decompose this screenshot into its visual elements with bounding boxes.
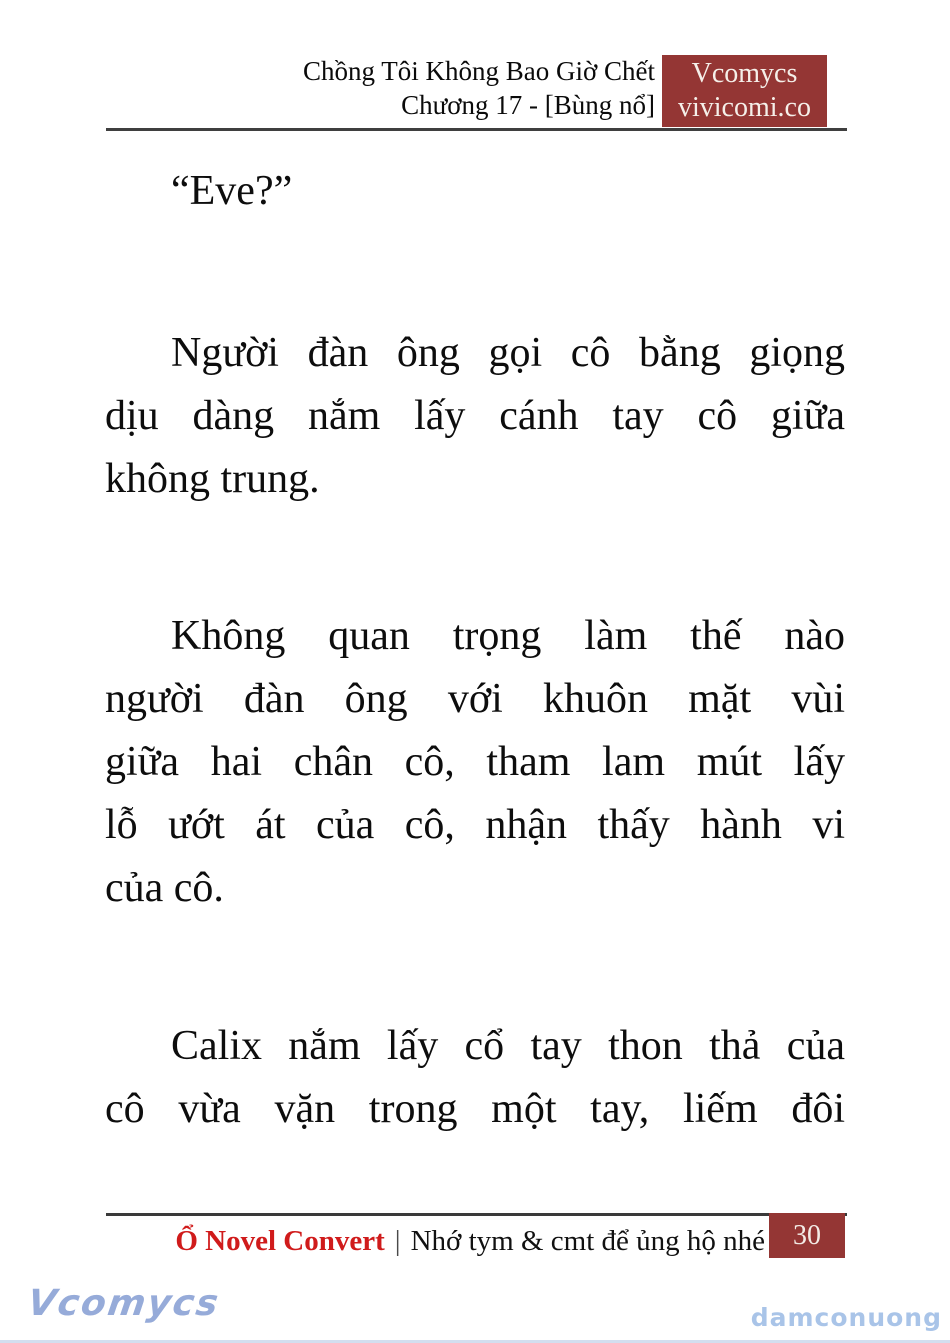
footer-divider xyxy=(106,1213,847,1216)
paragraph-line: lỗ ướt át của cô, nhận thấy hành vi xyxy=(105,802,845,848)
brand-name: Vcomycs xyxy=(691,58,798,89)
paragraph-line: người đàn ông với khuôn mặt vùi xyxy=(105,676,845,722)
chapter-title: Chương 17 - [Bùng nổ] xyxy=(401,90,655,120)
vcomycs-logo-watermark: Vcomycs xyxy=(25,1283,223,1324)
paragraph-line: giữa hai chân cô, tham lam mút lấy xyxy=(105,739,845,785)
converter-credit: Ổ Novel Convert xyxy=(175,1225,385,1257)
paragraph-line: của cô. xyxy=(105,865,224,911)
paragraph-line: cô vừa vặn trong một tay, liếm đôi xyxy=(105,1086,845,1132)
body-text xyxy=(105,160,845,1141)
paragraph-line: Người đàn ông gọi cô bằng giọng xyxy=(171,330,845,376)
paragraph xyxy=(105,160,845,223)
page-number-badge xyxy=(769,1213,845,1258)
paragraph-line: Không quan trọng làm thế nào xyxy=(171,613,845,659)
header-divider xyxy=(106,128,847,131)
paragraph xyxy=(105,322,845,511)
paragraph-line: dịu dàng nắm lấy cánh tay cô giữa xyxy=(105,393,845,439)
paragraph xyxy=(105,1015,845,1141)
damconuong-watermark: damconuong xyxy=(750,1303,942,1332)
brand-box xyxy=(662,55,827,127)
page-number: 30 xyxy=(793,1219,821,1251)
page-header xyxy=(303,54,655,122)
footer-note: Nhớ tym & cmt để ủng hộ nhé xyxy=(410,1225,765,1257)
footer-credit-line xyxy=(175,1219,765,1263)
paragraph xyxy=(105,605,845,920)
novel-title: Chồng Tôi Không Bao Giờ Chết xyxy=(302,56,655,86)
paragraph-line: Calix nắm lấy cổ tay thon thả của xyxy=(171,1023,845,1069)
footer-separator: | xyxy=(394,1225,401,1257)
paragraph-line: “Eve?” xyxy=(171,168,293,214)
brand-site: vivicomi.co xyxy=(678,92,811,123)
paragraph-line: không trung. xyxy=(105,456,320,502)
